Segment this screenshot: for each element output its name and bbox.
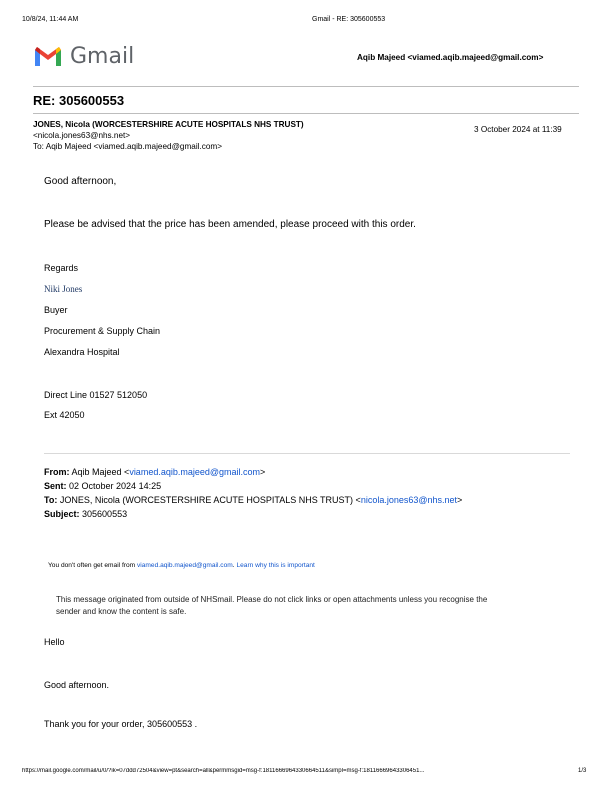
quoted-to-email[interactable]: nicola.jones63@nhs.net — [360, 495, 458, 505]
thread-subject: RE: 305600553 — [33, 93, 125, 108]
sig-dept: Procurement & Supply Chain — [44, 326, 161, 336]
divider — [33, 86, 579, 87]
body-line: Please be advised that the price has been amended, please proceed with this order. — [44, 219, 416, 230]
quoted-sent-value: 02 October 2024 14:25 — [69, 481, 162, 491]
quoted-to-label: To: — [44, 495, 58, 505]
gmail-logo-icon — [33, 44, 63, 68]
quoted-thanks: Thank you for your order, 305600553 . — [44, 719, 198, 729]
quoted-afternoon: Good afternoon. — [44, 680, 110, 690]
sender-name: JONES, Nicola (WORCESTERSHIRE ACUTE HOSPITALS NHS TRUST) — [33, 120, 304, 129]
quoted-from-name: Aqib Majeed < — [71, 467, 130, 477]
quoted-from — [44, 467, 265, 477]
quoted-from-end: > — [260, 467, 266, 477]
quoted-hello: Hello — [44, 637, 65, 647]
external-warning-line: This message originated from outside of NHSmail. Please do not click links or open attachments unless you recognise the — [56, 595, 488, 604]
sig-name: Niki Jones — [44, 284, 83, 294]
sig-regards: Regards — [44, 263, 79, 273]
gmail-logo-text: Gmail — [70, 44, 135, 69]
page-number: 1/3 — [578, 768, 587, 774]
external-warning-line: sender and know the content is safe. — [56, 607, 187, 616]
learn-why-link[interactable]: Learn why this is important — [236, 562, 315, 569]
sig-direct-line: Direct Line 01527 512050 — [44, 390, 148, 400]
quoted-from-label: From: — [44, 467, 70, 477]
message-date: 3 October 2024 at 11:39 — [474, 125, 562, 134]
sig-org: Alexandra Hospital — [44, 347, 120, 357]
print-datetime: 10/8/24, 11:44 AM — [22, 16, 79, 23]
body-greeting: Good afternoon, — [44, 176, 117, 187]
notice-sep: . — [232, 562, 237, 569]
sig-title: Buyer — [44, 305, 68, 315]
recipient: To: Aqib Majeed <viamed.aqib.majeed@gmail.com> — [33, 142, 222, 151]
quoted-to — [44, 495, 462, 505]
quoted-sent-label: Sent: — [44, 481, 67, 491]
quoted-to-name: JONES, Nicola (WORCESTERSHIRE ACUTE HOSPITALS NHS TRUST) < — [59, 495, 361, 505]
quoted-subject-value: 305600553 — [82, 509, 128, 519]
external-warning — [56, 594, 487, 618]
quoted-from-email[interactable]: viamed.aqib.majeed@gmail.com — [129, 467, 261, 477]
quoted-subject-label: Subject: — [44, 509, 80, 519]
notice-prefix: You don't often get email from — [48, 562, 137, 569]
account-identity: Aqib Majeed <viamed.aqib.majeed@gmail.com> — [357, 53, 544, 62]
print-url: https://mail.google.com/mail/u/0/?ik=07ddd72504&view=pt&search=all&permmsgid=msg-f:1811666964330664511&simpl=msg-f:18116669643306451... — [22, 768, 425, 774]
quoted-to-end: > — [457, 495, 463, 505]
quoted-sent — [44, 481, 161, 491]
quote-divider — [44, 453, 570, 454]
print-title: Gmail - RE: 305600553 — [312, 16, 386, 23]
quoted-subject — [44, 509, 127, 519]
sender-email: <nicola.jones63@nhs.net> — [33, 131, 131, 140]
divider — [33, 113, 579, 114]
sig-ext: Ext 42050 — [44, 410, 85, 420]
sender-safety-notice — [48, 562, 315, 569]
notice-email[interactable]: viamed.aqib.majeed@gmail.com — [137, 562, 233, 569]
